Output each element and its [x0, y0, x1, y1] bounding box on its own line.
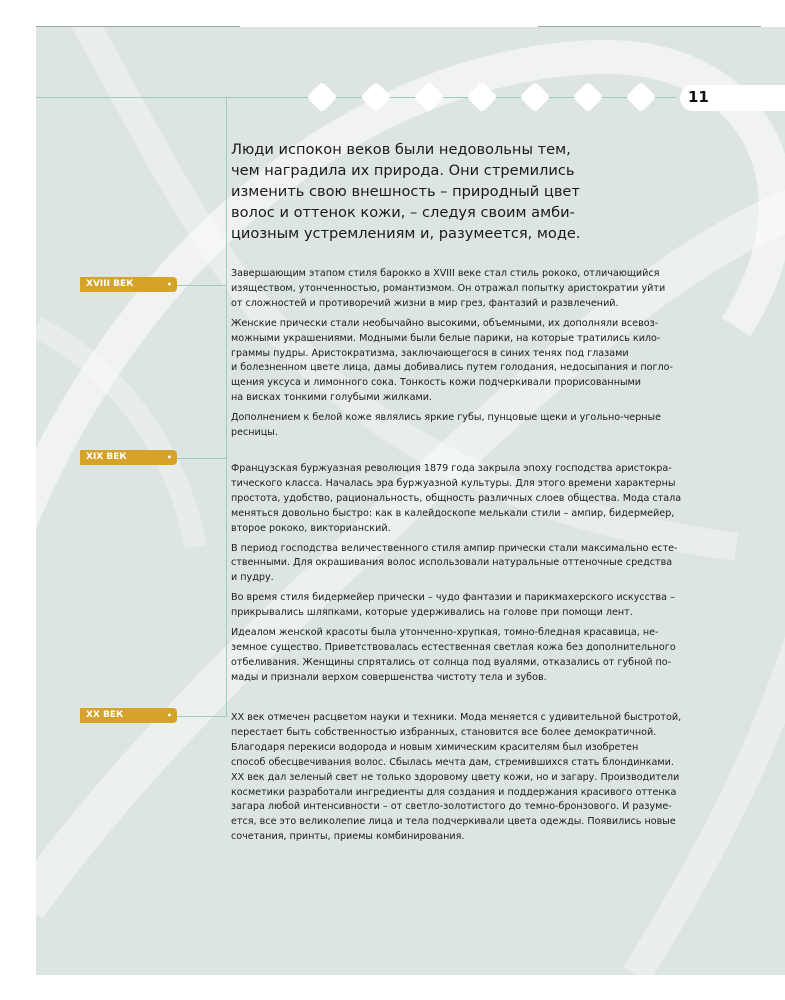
- guide-tick-xx: [177, 716, 226, 717]
- era-label-xix: [80, 450, 177, 465]
- text-line: XX век дал зеленый свет не только здоровому цвету кожи, но и загару. Производители: [231, 771, 680, 783]
- section-xix-text: [231, 462, 691, 691]
- lead-line: циозным устремлениям и, разумеется, моде.: [231, 225, 581, 242]
- lead-paragraph: [231, 139, 583, 244]
- text-line: меняться довольно быстро: как в калейдоскопе мелькали стили – ампир, бидермейер,: [231, 507, 675, 519]
- paragraph: [231, 591, 691, 621]
- text-line: загара любой интенсивности – от светло-золотистого до темно-бронзового. И разуме-: [231, 801, 672, 813]
- text-line: от сложностей и противоречий жизни в мир грез, фантазий и развлечений.: [231, 297, 619, 309]
- paragraph: [231, 462, 691, 537]
- text-line: на висках тонкими голубыми жилками.: [231, 392, 432, 404]
- guide-tick-xix: [177, 458, 226, 459]
- text-line: граммы пудры. Аристократизма, заключающегося в синих тенях под глазами: [231, 347, 629, 359]
- text-line: В период господства величественного стиля ампир прически стали максимально есте-: [231, 542, 678, 554]
- text-line: мады и признали верхом совершенства чистоту тела и зубов.: [231, 671, 547, 683]
- era-label-text: XX ВЕК: [86, 710, 124, 720]
- paragraph: [231, 267, 691, 312]
- text-line: второе рококо, викторианский.: [231, 522, 391, 534]
- lead-line: изменить свою внешность – природный цвет: [231, 183, 580, 200]
- era-label-text: XVIII ВЕК: [86, 279, 134, 289]
- lead-line: чем наградила их природа. Они стремились: [231, 162, 575, 179]
- text-line: можными украшениями. Модными были белые парики, на которые тратились кило-: [231, 332, 661, 344]
- era-label-text: XIX ВЕК: [86, 452, 127, 462]
- bullet-icon: •: [166, 711, 172, 720]
- text-line: ресницы.: [231, 427, 278, 439]
- era-label-xx: [80, 708, 177, 723]
- text-line: ственными. Для окрашивания волос использовали натуральные оттеночные средства: [231, 557, 673, 569]
- bullet-icon: •: [166, 453, 172, 462]
- guide-line-vertical: [226, 97, 227, 717]
- text-line: отбеливания. Женщины спрятались от солнца под вуалями, отказались от губной по-: [231, 656, 672, 668]
- text-line: Идеалом женской красоты была утонченно-хрупкая, томно-бледная красавица, не-: [231, 627, 659, 639]
- page-number: 11: [688, 88, 709, 106]
- paragraph: [231, 317, 691, 406]
- bullet-icon: •: [166, 280, 172, 289]
- text-line: тического класса. Началась эра буржуазной культуры. Для этого времени характерны: [231, 477, 676, 489]
- paragraph: [231, 411, 691, 441]
- text-line: изяществом, утонченностью, романтизмом. Он отражал попытку аристократии уйти: [231, 282, 666, 294]
- paragraph: [231, 711, 691, 845]
- lead-line: волос и оттенок кожи, – следуя своим амби-: [231, 204, 575, 221]
- text-line: щения уксуса и лимонного сока. Тонкость кожи подчеркивали прорисованными: [231, 377, 642, 389]
- text-line: XX век отмечен расцветом науки и техники. Мода меняется с удивительной быстротой,: [231, 712, 682, 723]
- text-line: сочетания, принты, приемы комбинирования.: [231, 831, 465, 843]
- text-line: способ обесцвечивания волос. Сбылась мечта дам, стремившихся стать блондинками.: [231, 756, 674, 768]
- text-line: простота, удобство, рациональность, общность различных слоев общества. Мода стала: [231, 492, 682, 504]
- text-line: и пудру.: [231, 572, 274, 584]
- text-line: перестает быть собственностью избранных, становится все более демократичной.: [231, 726, 657, 738]
- era-label-xviii: [80, 277, 177, 292]
- text-line: Дополнением к белой коже являлись яркие губы, пунцовые щеки и угольно-черные: [231, 412, 662, 424]
- text-line: Во время стиля бидермейер прически – чудо фантазии и парикмахерского искусства –: [231, 592, 675, 604]
- text-line: земное существо. Приветствовалась естественная светлая кожа без дополнительного: [231, 641, 676, 653]
- paragraph: [231, 626, 691, 686]
- text-line: и болезненном цвете лица, дамы добивались путем голодания, недосыпания и погло-: [231, 362, 673, 374]
- text-line: косметики разработали ингредиенты для создания и поддержания красивого оттенка: [231, 786, 677, 798]
- section-xviii-text: [231, 267, 691, 446]
- paragraph: [231, 542, 691, 587]
- guide-tick-xviii: [177, 285, 226, 286]
- lead-line: Люди испокон веков были недовольны тем,: [231, 141, 571, 158]
- text-line: Французская буржуазная революция 1879 года закрыла эпоху господства аристокра-: [231, 463, 672, 474]
- text-line: ется, все это великолепие лица и тела подчеркивали цвета одежды. Появились новые: [231, 816, 676, 828]
- top-rule-left: [36, 26, 240, 27]
- text-line: Благодаря перекиси водорода и новым химическим красителям был изобретен: [231, 741, 639, 753]
- top-rule-right: [538, 26, 761, 27]
- text-line: Женские прически стали необычайно высокими, объемными, их дополняли всевоз-: [231, 317, 659, 329]
- text-line: прикрывались шляпками, которые удерживались на голове при помощи лент.: [231, 607, 633, 619]
- text-line: Завершающим этапом стиля барокко в XVIII веке стал стиль рококо, отличающийся: [231, 268, 660, 279]
- section-xx-text: [231, 711, 691, 850]
